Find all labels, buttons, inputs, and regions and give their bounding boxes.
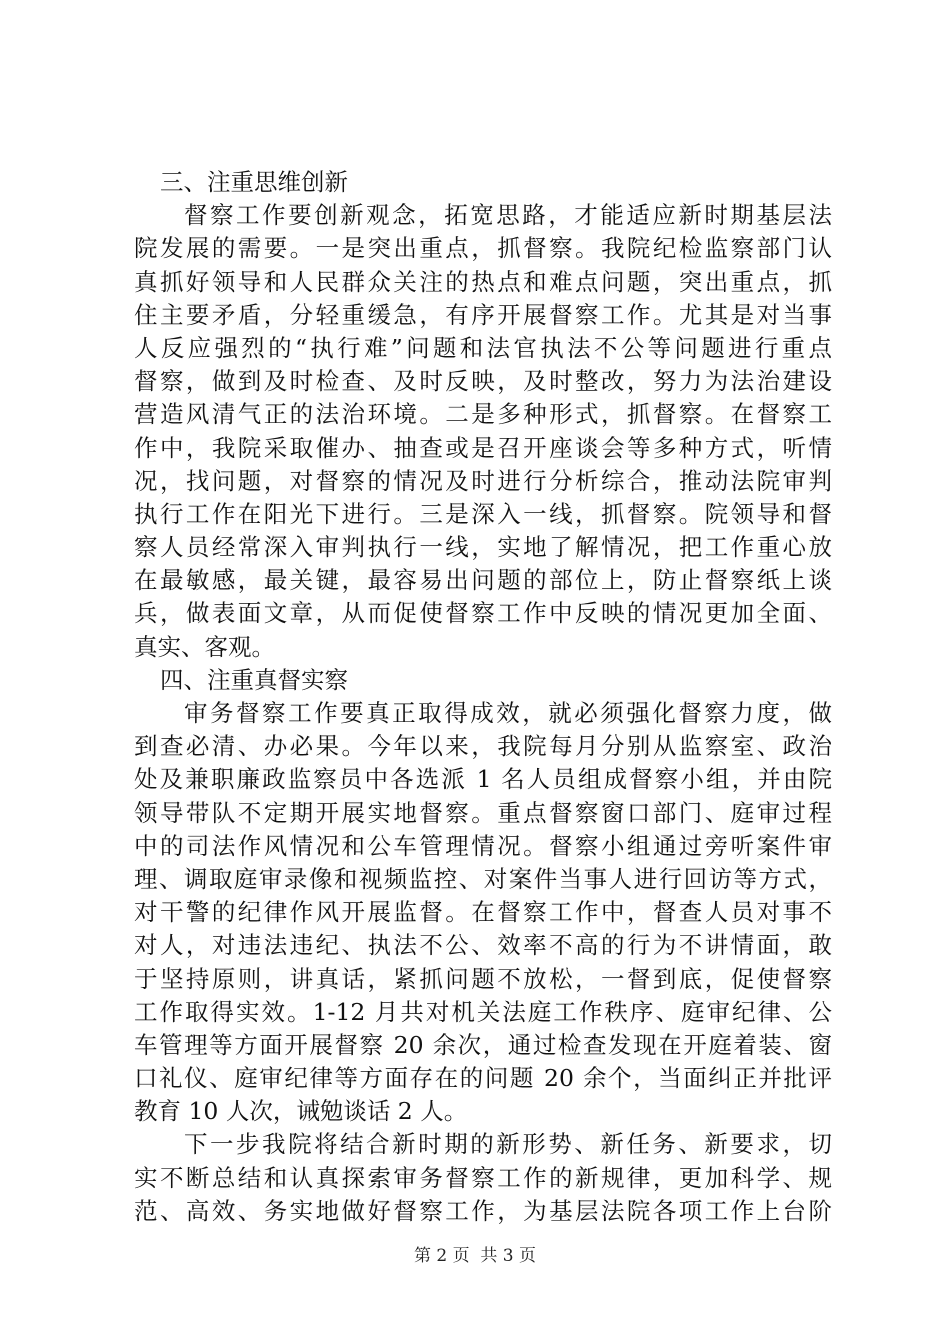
text-line: 况，找问题，对督察的情况及时进行分析综合，推动法院审判: [134, 466, 832, 495]
text-line: 院发展的需要。一是突出重点，抓督察。我院纪检监察部门认: [134, 234, 832, 263]
text-line: 在最敏感，最关键，最容易出问题的部位上，防止督察纸上谈: [134, 566, 832, 595]
text-line: 到查必清、办必果。今年以来，我院每月分别从监察室、政治: [134, 732, 832, 761]
text-line: 下一步我院将结合新时期的新形势、新任务、新要求，切: [184, 1130, 832, 1159]
text-line: 营造风清气正的法治环境。二是多种形式，抓督察。在督察工: [134, 400, 832, 429]
text-line: 真抓好领导和人民群众关注的热点和难点问题，突出重点，抓: [134, 267, 832, 296]
text-line: 中的司法作风情况和公车管理情况。督察小组通过旁听案件审: [134, 831, 832, 860]
text-line: 住主要矛盾，分轻重缓急，有序开展督察工作。尤其是对当事: [134, 300, 832, 329]
text-line: 于坚持原则，讲真话，紧抓问题不放松，一督到底，促使督察: [134, 964, 832, 993]
text-line: 车管理等方面开展督察 20 余次，通过检查发现在开庭着装、窗: [134, 1030, 832, 1059]
text-line: 工作取得实效。1-12 月共对机关法庭工作秩序、庭审纪律、公: [134, 997, 832, 1026]
text-line: 口礼仪、庭审纪律等方面存在的问题 20 余个，当面纠正并批评: [134, 1064, 832, 1093]
text-line: 实不断总结和认真探索审务督察工作的新规律，更加科学、规: [134, 1163, 832, 1192]
text-line: 范、高效、务实地做好督察工作，为基层法院各项工作上台阶: [134, 1196, 832, 1225]
text-line: 督察，做到及时检查、及时反映，及时整改，努力为法治建设: [134, 367, 832, 396]
text-line: 对干警的纪律作风开展监督。在督察工作中，督查人员对事不: [134, 898, 832, 927]
text-line: 人反应强烈的“执行难”问题和法官执法不公等问题进行重点: [134, 333, 832, 362]
document-body: [134, 166, 832, 1228]
section-heading: 三、注重思维创新: [160, 168, 348, 196]
text-line: 真实、客观。: [134, 632, 275, 661]
text-line: 督察工作要创新观念，拓宽思路，才能适应新时期基层法: [184, 201, 832, 230]
text-line: 作中，我院采取催办、抽查或是召开座谈会等多种方式，听情: [134, 433, 832, 462]
text-line: 察人员经常深入审判执行一线，实地了解情况，把工作重心放: [134, 533, 832, 562]
text-line: 处及兼职廉政监察员中各选派 1 名人员组成督察小组，并由院: [134, 765, 832, 794]
text-line: 对人，对违法违纪、执法不公、效率不高的行为不讲情面，敢: [134, 931, 832, 960]
text-line: 理、调取庭审录像和视频监控、对案件当事人进行回访等方式，: [134, 864, 832, 893]
text-line: 领导带队不定期开展实地督察。重点督察窗口部门、庭审过程: [134, 798, 832, 827]
text-line: 教育 10 人次，诫勉谈话 2 人。: [134, 1097, 468, 1126]
text-line: 执行工作在阳光下进行。三是深入一线，抓督察。院领导和督: [134, 499, 832, 528]
text-line: 审务督察工作要真正取得成效，就必须强化督察力度，做: [184, 699, 832, 727]
page-total: 共 3 页: [480, 1246, 537, 1266]
section-heading: 四、注重真督实察: [160, 665, 348, 694]
text-line: 兵，做表面文章，从而促使督察工作中反映的情况更加全面、: [134, 599, 832, 628]
page-number: 第 2 页: [413, 1246, 470, 1266]
page-footer: [0, 1245, 950, 1267]
